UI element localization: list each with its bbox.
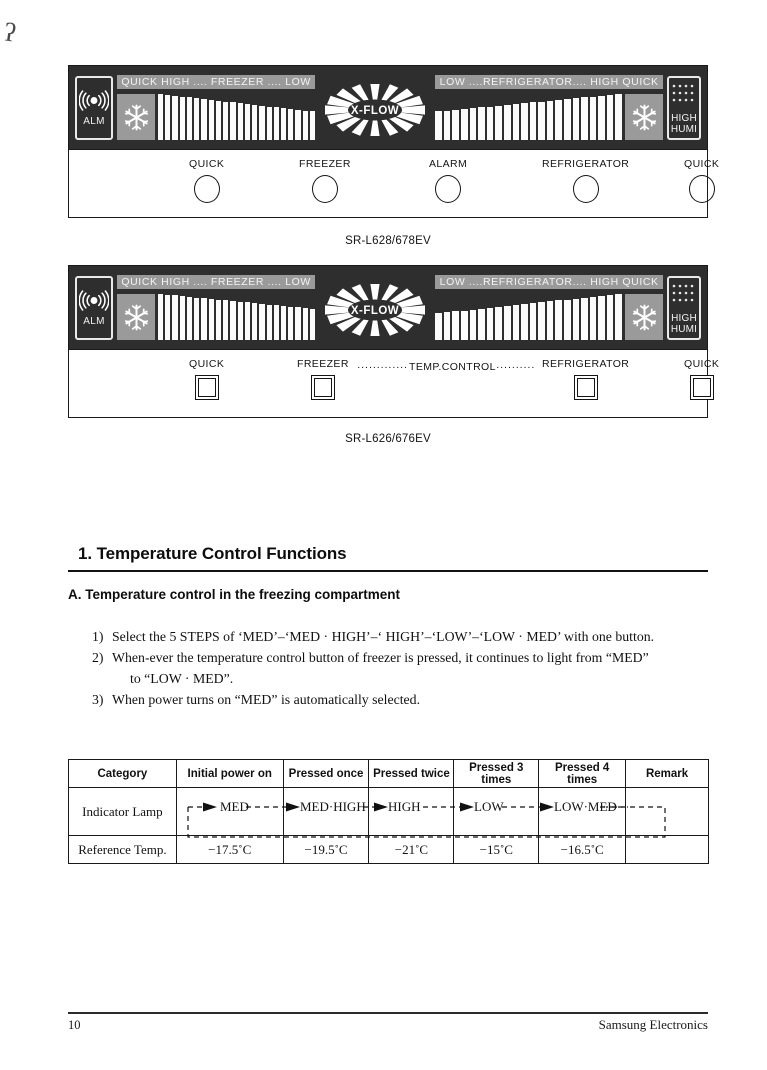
scale-bar (487, 107, 494, 141)
scale-bar (259, 304, 264, 340)
scale-bar (607, 95, 614, 140)
col-header-pressed-3-times: Pressed 3 times (454, 760, 539, 788)
panel-2-button-freezer-label: FREEZER (297, 358, 349, 370)
list-item-line-1: When-ever the temperature control button of freezer is pressed, it continues to light from “MED” (112, 650, 649, 665)
lamp-value-4times: LOW·MED (554, 799, 617, 814)
cell-temp-once: −19.5˚C (283, 836, 369, 864)
list-item-text (112, 647, 712, 689)
list-item-text: When power turns on “MED” is automatically selected. (112, 692, 421, 707)
scale-bar (295, 307, 300, 340)
panel-2-button-refrigerator-label: REFRIGERATOR (542, 358, 630, 370)
scale-bar (288, 109, 293, 140)
scale-bar (495, 307, 502, 340)
scale-bar (470, 108, 477, 140)
panel-2-button-quick-left[interactable] (189, 358, 224, 400)
panel-2-freezer-scale-body (117, 292, 315, 340)
panel-1-refrigerator-scale-label: LOW ....REFRIGERATOR.... HIGH QUICK (435, 75, 663, 89)
scale-bar (303, 308, 308, 340)
panel-2-refrigerator-bar-graph (435, 294, 622, 340)
scale-bar (288, 307, 293, 340)
scale-bar (267, 107, 272, 141)
title-divider (68, 570, 708, 572)
scale-bar (245, 104, 250, 140)
xflow-fan-icon (319, 272, 431, 344)
scale-bar (538, 102, 545, 141)
scale-bar (252, 303, 257, 340)
scale-bar (470, 310, 477, 340)
cell-temp-remark (626, 836, 709, 864)
col-header-initial-power-on: Initial power on (176, 760, 283, 788)
scale-bar (615, 294, 622, 340)
page-title: 1. Temperature Control Functions (78, 544, 347, 563)
scale-bar (555, 300, 562, 340)
snowflake-icon (631, 104, 658, 131)
scale-bar (547, 301, 554, 340)
cell-temp-4times: −16.5˚C (539, 836, 626, 864)
scale-bar (230, 301, 235, 340)
round-knob-icon[interactable] (689, 175, 715, 203)
scale-bar (216, 300, 221, 340)
signal-waves-icon (79, 289, 109, 315)
scale-bar (194, 298, 199, 340)
scale-bar (530, 303, 537, 340)
panel-1-refrigerator-scale-body (435, 92, 663, 140)
panel-2-display-strip (69, 266, 707, 349)
scale-bar (165, 295, 170, 340)
table-row-reference-temp (69, 836, 709, 864)
scale-bar (444, 312, 451, 340)
scale-bar (478, 107, 485, 140)
col-header-pressed-4-times: Pressed 4 times (539, 760, 626, 788)
scale-bar (158, 94, 163, 140)
table-row-indicator-lamp (69, 788, 709, 836)
row-label-indicator-lamp: Indicator Lamp (69, 788, 177, 836)
panel-1-freezer-scale-body (117, 92, 315, 140)
panel-2-refrigerator-scale-label: LOW ....REFRIGERATOR.... HIGH QUICK (435, 275, 663, 289)
panel-1-freezer-snow-cell (117, 94, 155, 140)
scale-bar (598, 96, 605, 140)
panel-1-humidity-label-1: HIGH (671, 112, 697, 124)
panel-1-humidity-indicator (667, 76, 701, 140)
panel-2-freezer-snow-cell (117, 294, 155, 340)
scale-bar (530, 102, 537, 140)
panel-1-button-alarm-label: ALARM (429, 158, 468, 170)
panel-1-humidity-label-2: HUMI (670, 123, 698, 135)
lamp-value-3times: LOW (474, 799, 504, 814)
snowflake-icon (123, 104, 150, 131)
cell-lamp-twice (369, 788, 454, 836)
scale-bar (564, 300, 571, 340)
scale-bar (209, 299, 214, 340)
panel-2-xflow-logo (319, 272, 431, 344)
control-panel-figure-1 (68, 65, 720, 218)
scale-bar (165, 95, 170, 140)
panel-2-humidity-label-2: HUMI (670, 323, 698, 335)
panel-1-button-refrigerator[interactable] (542, 158, 629, 203)
scale-bar (581, 97, 588, 140)
panel-2-button-quick-right-label: QUICK (684, 358, 720, 370)
scale-bar (194, 98, 199, 140)
scale-bar (461, 109, 468, 140)
temperature-step-table (68, 759, 709, 864)
control-panel-figure-2 (68, 265, 720, 418)
panel-1-button-quick-right-label: QUICK (684, 158, 720, 170)
scale-bar (504, 306, 511, 340)
panel-1-body (68, 65, 720, 218)
cell-temp-3times: −15˚C (454, 836, 539, 864)
scale-bar (310, 111, 315, 140)
snowflake-icon (631, 304, 658, 331)
scale-bar (435, 313, 442, 340)
dot-matrix-icon (669, 282, 699, 308)
scale-bar (172, 96, 177, 140)
panel-1-freezer-bar-graph (158, 94, 315, 140)
scale-bar (180, 296, 185, 340)
panel-2-button-refrigerator[interactable] (542, 358, 629, 400)
scale-bar (607, 295, 614, 340)
panel-2-button-quick-left-label: QUICK (189, 358, 225, 370)
scale-bar (274, 107, 279, 140)
scale-bar (223, 300, 228, 340)
panel-2-joiner-right: ·········· (496, 361, 535, 373)
list-item-number: 3) (92, 692, 104, 707)
footer-publisher: Samsung Electronics (598, 1017, 708, 1032)
scale-bar (180, 97, 185, 141)
panel-2-joiner-left: ············· (357, 361, 408, 373)
panel-1-alarm-label: ALM (83, 115, 105, 127)
panel-2-alarm-indicator (75, 276, 113, 340)
round-knob-icon[interactable] (312, 175, 338, 203)
panel-2-body (68, 265, 720, 418)
scale-bar (478, 309, 485, 340)
temperature-step-table-wrap (68, 759, 709, 864)
scale-bar (461, 311, 468, 340)
list-item (92, 626, 712, 647)
row-label-reference-temp: Reference Temp. (69, 836, 177, 864)
dot-matrix-icon (669, 82, 699, 108)
panel-2-button-freezer[interactable] (297, 358, 349, 400)
panel-1-refrigerator-snow-cell (625, 94, 663, 140)
scale-bar (209, 100, 214, 140)
panel-1-xflow-text: X-FLOW (351, 104, 400, 117)
panel-2-temp-control-label: TEMP.CONTROL (409, 361, 496, 373)
panel-1-button-freezer[interactable] (299, 158, 351, 203)
fan-blade (371, 284, 380, 301)
scale-bar (452, 110, 459, 140)
panel-1-button-freezer-label: FREEZER (299, 158, 351, 170)
col-header-category: Category (69, 760, 177, 788)
panel-1-refrigerator-bar-graph (435, 94, 622, 140)
scale-bar (435, 111, 442, 140)
panel-2-xflow-text: X-FLOW (351, 304, 400, 317)
lamp-value-once: MED·HIGH (300, 799, 366, 814)
list-item (92, 689, 712, 710)
panel-2-humidity-label-1: HIGH (671, 312, 697, 324)
panel-1-button-quick-right[interactable] (684, 158, 719, 203)
scale-bar (187, 97, 192, 140)
list-item-text: Select the 5 STEPS of ‘MED’–‘MED · HIGH’–‘ HIGH’–‘LOW’–‘LOW · MED’ with one button. (112, 629, 655, 644)
panel-2-freezer-bar-graph (158, 294, 315, 340)
cell-lamp-remark (626, 788, 709, 836)
square-button-icon[interactable] (311, 375, 335, 400)
square-button-icon[interactable] (574, 375, 598, 400)
scale-bar (547, 101, 554, 140)
scale-bar (555, 100, 562, 140)
footer-divider (68, 1012, 708, 1014)
panel-2-button-quick-right[interactable] (684, 358, 719, 400)
scale-bar (590, 297, 597, 340)
scale-bar (158, 294, 163, 340)
scale-bar (521, 103, 528, 140)
scale-bar (495, 106, 502, 140)
scale-bar (267, 305, 272, 340)
scale-bar (230, 102, 235, 140)
scale-bar (504, 105, 511, 140)
panel-2-refrigerator-scale-body (435, 292, 663, 340)
scale-bar (538, 302, 545, 340)
scale-bar (172, 295, 177, 340)
scale-bar (590, 97, 597, 141)
scale-bar (615, 94, 622, 140)
panel-1-button-quick-left[interactable] (189, 158, 224, 203)
table-header-row (69, 760, 709, 788)
cell-lamp-4times (539, 788, 626, 836)
scale-bar (310, 309, 315, 340)
fan-blade (371, 119, 380, 136)
fan-blade (371, 319, 380, 336)
panel-2-button-row (69, 349, 720, 417)
scale-bar (513, 104, 520, 140)
scale-bar (216, 101, 221, 140)
scale-bar (238, 302, 243, 340)
round-knob-icon[interactable] (194, 175, 220, 203)
panel-2-refrigerator-snow-cell (625, 294, 663, 340)
list-item-line-2: to “LOW · MED”. (130, 671, 234, 686)
panel-2-model-caption: SR-L626/676EV (345, 433, 431, 445)
scale-bar (295, 110, 300, 140)
panel-1-button-refrigerator-label: REFRIGERATOR (542, 158, 630, 170)
scale-bar (238, 103, 243, 140)
lamp-value-twice: HIGH (388, 799, 421, 814)
panel-1-freezer-scale-label: QUICK HIGH .... FREEZER .... LOW (117, 75, 315, 89)
scale-bar (564, 99, 571, 140)
cell-temp-twice: −21˚C (369, 836, 454, 864)
scale-bar (573, 98, 580, 140)
list-item-number: 2) (92, 650, 104, 665)
col-header-remark: Remark (626, 760, 709, 788)
panel-1-display-strip (69, 66, 707, 149)
cell-lamp-3times (454, 788, 539, 836)
scale-bar (521, 304, 528, 340)
panel-2-freezer-scale-label: QUICK HIGH .... FREEZER .... LOW (117, 275, 315, 289)
scale-bar (201, 298, 206, 340)
scale-bar (281, 306, 286, 340)
scale-bar (281, 108, 286, 140)
col-header-pressed-twice: Pressed twice (369, 760, 454, 788)
scale-bar (245, 302, 250, 340)
scale-bar (487, 308, 494, 340)
scale-bar (444, 111, 451, 140)
list-item (92, 647, 712, 689)
panel-1-button-quick-left-label: QUICK (189, 158, 225, 170)
panel-1-alarm-indicator (75, 76, 113, 140)
col-header-pressed-once: Pressed once (283, 760, 369, 788)
round-knob-icon[interactable] (435, 175, 461, 203)
panel-1-button-alarm[interactable] (429, 158, 467, 203)
panel-2-humidity-indicator (667, 276, 701, 340)
panel-1-model-caption: SR-L628/678EV (345, 235, 431, 247)
lamp-value-initial: MED (220, 799, 249, 814)
panel-1-xflow-logo (319, 72, 431, 144)
cell-lamp-once (283, 788, 369, 836)
snowflake-icon (123, 304, 150, 331)
panel-1-refrigerator-scale (435, 75, 663, 140)
scale-bar (223, 102, 228, 141)
scale-bar (259, 106, 264, 140)
cell-temp-initial: −17.5˚C (176, 836, 283, 864)
panel-1-freezer-scale (117, 75, 315, 140)
scale-bar (598, 296, 605, 340)
scale-bar (201, 99, 206, 140)
panel-2-freezer-scale (117, 275, 315, 340)
scale-bar (573, 299, 580, 340)
panel-2-refrigerator-scale (435, 275, 663, 340)
square-button-icon[interactable] (195, 375, 219, 400)
fan-blade (371, 84, 380, 101)
scale-bar (252, 105, 257, 140)
round-knob-icon[interactable] (573, 175, 599, 203)
panel-2-alarm-label: ALM (83, 315, 105, 327)
signal-waves-icon (79, 89, 109, 115)
scale-bar (187, 297, 192, 340)
panel-1-button-row (69, 149, 720, 217)
list-item-number: 1) (92, 629, 104, 644)
scale-bar (274, 305, 279, 340)
scale-bar (581, 298, 588, 340)
scale-bar (513, 305, 520, 340)
square-button-icon[interactable] (690, 375, 714, 400)
scale-bar (452, 311, 459, 340)
scan-artifact-mark: ʔ (2, 17, 18, 48)
footer-page-number: 10 (68, 1018, 81, 1032)
instruction-list (92, 626, 712, 710)
scale-bar (303, 111, 308, 140)
xflow-fan-icon (319, 72, 431, 144)
section-subtitle: A. Temperature control in the freezing compartment (68, 587, 401, 602)
cell-lamp-initial (176, 788, 283, 836)
